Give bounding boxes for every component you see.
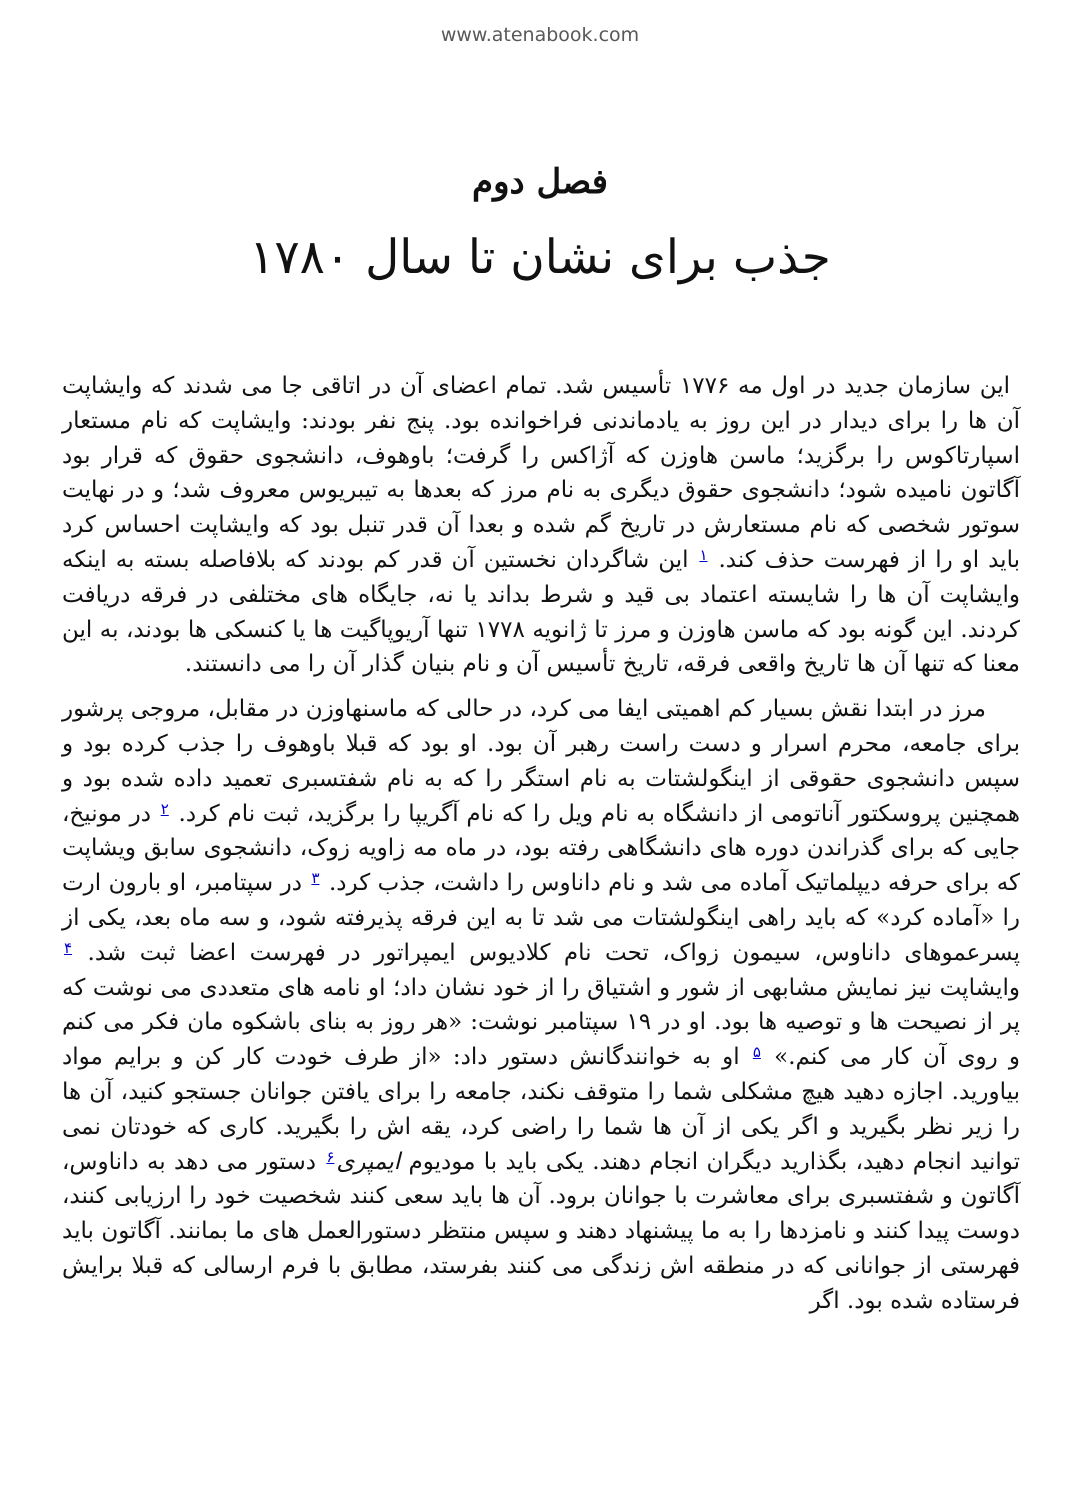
watermark-url: www.atenabook.com — [440, 24, 640, 46]
text-run: مرز در ابتدا نقش بسیار کم اهمیتی ایفا می کرد، در حالی که ماسنهاوزن در مقابل، مروجی پرشور برای جامعه، محرم اسرار و دست راست رهبر آن بود. او بود که قبلا باوهوف را جذب کرده بود و سپس دانشجوی حقوقی از اینگولشتات به نام استگر را که به نام شفتسبری تعمید داده شده بود و همچنین پروسکتور آناتومی از دانشگاه به نام ویل را که نام آگریپا را برگزید، ثبت نام کرد. — [62, 696, 1020, 827]
text-run: او به خوانندگانش دستور داد: «از طرف خودت کار کن و برایم مواد بیاورید. اجازه دهید هیچ مشکلی شما را متوقف نکند، جامعه را برای یافتن جوانان جستجو کنید، آن ها را زیر نظر بگیرید و اگر یکی از آن ها شما را راضی کرد، یقه اش را بگیرید. کاری که خودتان نمی توانید انجام دهید، بگذارید دیگران انجام دهند. یکی باید با مودیوم — [62, 1044, 1021, 1175]
text-run: دستور می دهد به داناوس، آگاتون و شفتسبری برای معاشرت با جوانان برود. آن ها باید سعی کنند شخصیت خود را ارزیابی کنند، دوست پیدا کنند و نامزدها را به ما پیشنهاد دهند و سپس منتظر دستورالعمل های ما بمانند. آگاتون باید فهرستی از جوانانی که در منطقه اش زندگی می کنند بفرستد، مطابق با فرم ارسالی که قبلا برایش فرستاده شده بود. اگر — [62, 1148, 1020, 1314]
text-run: در سپتامبر، او بارون ارت را «آماده کرد» که باید راهی اینگولشتات می شد تا به این فرقه پذیرفته شود، و سه ماه بعد، یکی از پسرعموهای داناوس، سیمون زواک، تحت نام کلادیوس ایمپراتور در فهرست اعضا ثبت شد. — [62, 870, 1020, 966]
body-text — [62, 369, 1020, 1319]
footnote-ref[interactable]: ۶ — [326, 1147, 335, 1166]
paragraph — [62, 692, 1020, 1318]
footnote-ref[interactable]: ۴ — [64, 938, 73, 957]
footnote-ref[interactable]: ۱ — [699, 545, 708, 564]
text-run: این شاگردان نخستین آن قدر کم بودند که بلافاصله بسته به اینکه وایشاپت آن ها را شایسته اعتماد بی قید و شرط بداند یا نه، جایگاه های مختلفی در فرقه دریافت کردند. این گونه بود که ماسن هاوزن و مرز تا ژانویه ۱۷۷۸ تنها آریوپاگیت ها یا کنسکی ها بودند، به این معنا که تنها آن ها تاریخ واقعی فرقه، تاریخ تأسیس آن و نام بنیان گذار آن را می دانستند. — [62, 546, 1020, 678]
paragraph — [62, 369, 1020, 682]
chapter-heading: فصل دوم — [472, 162, 608, 202]
footnote-ref[interactable]: ۲ — [160, 799, 169, 818]
italic-run: ایمپری — [336, 1148, 401, 1175]
text-run: وایشاپت نیز نمایش مشابهی از شور و اشتیاق را از خود نشان داد؛ او نامه های متعددی می نوشت که پر از نصیحت ها و توصیه ها بود. او در ۱۹ سپتامبر نوشت: «هر روز به بنای باشکوه مان فکر می کنم و روی آن کار می کنم.» — [62, 974, 1021, 1071]
page-title: جذب برای نشان تا سال ۱۷۸۰ — [249, 230, 831, 285]
text-run: این سازمان جدید در اول مه ۱۷۷۶ تأسیس شد. تمام اعضای آن در اتاقی جا می شدند که وایشاپت آن ها را برای دیدار در این روز به یادماندنی فراخوانده بود. پنج نفر بودند: وایشاپت که نام مستعار اسپارتاکوس را برگزید؛ ماسن هاوزن که آژاکس را گرفت؛ باوهوف، دانشجوی حقوق که قرار بود آگاتون نامیده شود؛ دانشجوی حقوق دیگری به نام مرز که بعدها به تیبریوس معروف شد؛ و در نهایت سوتور شخصی که نام مستعارش در تاریخ گم شده و بعدا آن قدر تنبل بود که وایشاپت احساس کرد باید او را از فهرست حذف کند. — [62, 373, 1020, 573]
footnote-ref[interactable]: ۵ — [752, 1043, 761, 1062]
text-run: در مونیخ، جایی که برای گذراندن دوره های دانشگاهی رفته بود، در ماه مه زاویه زوک، دانشجوی سابق ویشاپت که برای حرفه دیپلماتیک آماده می شد و نام داناوس را داشت، جذب کرد. — [62, 800, 1020, 897]
footnote-ref[interactable]: ۳ — [311, 869, 320, 888]
